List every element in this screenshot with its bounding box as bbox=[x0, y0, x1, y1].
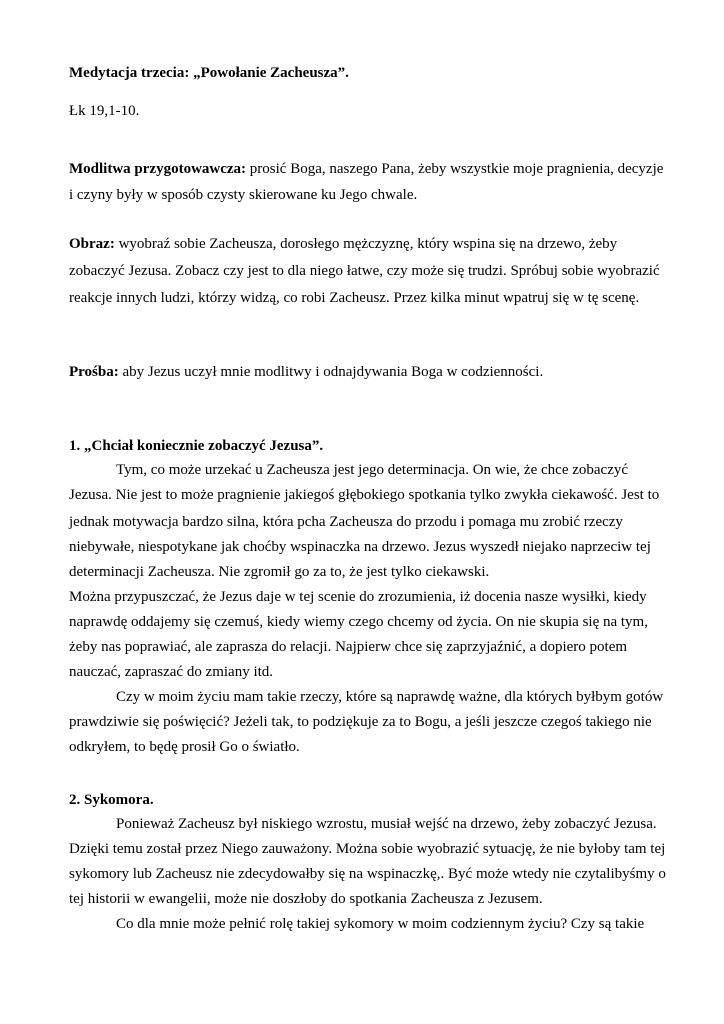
scripture-reference: Łk 19,1-10. bbox=[69, 103, 140, 119]
section1-heading: 1. „Chciał koniecznie zobaczyć Jezusa”. bbox=[69, 438, 324, 454]
request-text-1: aby Jezus uczył mnie modlitwy i odnajdywania Boga w codzienności. bbox=[118, 364, 544, 380]
section1-line: Można przypuszczać, że Jezus daje w tej scenie do zrozumienia, iż docenia nasze wysiłki, kiedy bbox=[69, 589, 647, 605]
section2-line: sykomory lub Zacheusz nie zdecydowałby się na wspinaczkę,. Być może wtedy nie czytalibyśmy o bbox=[69, 866, 666, 882]
prayer-text-2: i czyny były w sposób czysty skierowane ku Jego chwale. bbox=[69, 187, 418, 203]
image-paragraph bbox=[69, 237, 617, 252]
section1-line: żeby nas poprawiać, ale zaprasza do relacji. Najpierw chce się zaprzyjaźnić, a dopiero potem bbox=[69, 639, 628, 655]
section2-line: tej historii w ewangelii, może nie doszłoby do spotkania Zacheusza z Jezusem. bbox=[69, 891, 543, 907]
section1-line: Tym, co może urzekać u Zacheusza jest jego determinacja. On wie, że chce zobaczyć bbox=[116, 462, 629, 478]
section1-line: Czy w moim życiu mam takie rzeczy, które są naprawdę ważne, dla których byłbym gotów bbox=[116, 689, 664, 705]
document-title: Medytacja trzecia: „Powołanie Zacheusza”. bbox=[69, 65, 349, 81]
section1-line: jednak motywacja bardzo silna, która pcha Zacheusza do przodu i pomaga mu zrobić rzeczy bbox=[69, 514, 623, 530]
request-paragraph bbox=[69, 365, 543, 380]
image-label: Obraz: bbox=[69, 236, 115, 252]
section1-line: Jezusa. Nie jest to może pragnienie jakiegoś głębokiego spotkania tylko zwykła ciekawość. Jest to bbox=[69, 487, 660, 503]
request-label: Prośba: bbox=[69, 364, 119, 380]
image-text-3: reakcje innych ludzi, którzy widzą, co robi Zacheusz. Przez kilka minut wpatruj się w tę scenę. bbox=[69, 290, 640, 306]
section1-line: odkryłem, to będę prosił Go o światło. bbox=[69, 739, 300, 755]
section2-line: Co dla mnie może pełnić rolę takiej sykomory w moim codziennym życiu? Czy są takie bbox=[116, 916, 645, 932]
section1-line: naprawdę oddajemy się czemuś, kiedy wiemy czego chcemy od życia. On nie skupia się na tym, bbox=[69, 614, 648, 630]
section2-heading: 2. Sykomora. bbox=[69, 792, 154, 808]
image-text-1: wyobraź sobie Zacheusza, dorosłego mężczyznę, który wspina się na drzewo, żeby bbox=[114, 236, 618, 252]
section2-line: Dzięki temu został przez Niego zauważony. Można sobie wyobrazić sytuację, że nie byłoby tam tej bbox=[69, 841, 666, 857]
section1-line: determinacji Zacheusza. Nie zgromił go za to, że jest tylko ciekawski. bbox=[69, 564, 490, 580]
prayer-label: Modlitwa przygotowawcza: bbox=[69, 161, 247, 177]
prayer-text-1: prosić Boga, naszego Pana, żeby wszystkie moje pragnienia, decyzje bbox=[246, 161, 664, 177]
section1-line: prawdziwie się poświęcić? Jeżeli tak, to podziękuje za to Bogu, a jeśli jeszcze czegoś takiego nie bbox=[69, 714, 652, 730]
section2-line: Ponieważ Zacheusz był niskiego wzrostu, musiał wejść na drzewo, żeby zobaczyć Jezusa. bbox=[116, 816, 657, 832]
image-text-2: zobaczyć Jezusa. Zobacz czy jest to dla niego łatwe, czy może się trudzi. Spróbuj sobie wyobrazić bbox=[69, 263, 660, 279]
section1-line: niebywałe, niespotykane jak choćby wspinaczka na drzewo. Jezus wyszedł niejako naprzeciw tej bbox=[69, 539, 651, 555]
section1-line: nauczać, zapraszać do zmiany itd. bbox=[69, 664, 274, 680]
prayer-paragraph bbox=[69, 162, 663, 177]
